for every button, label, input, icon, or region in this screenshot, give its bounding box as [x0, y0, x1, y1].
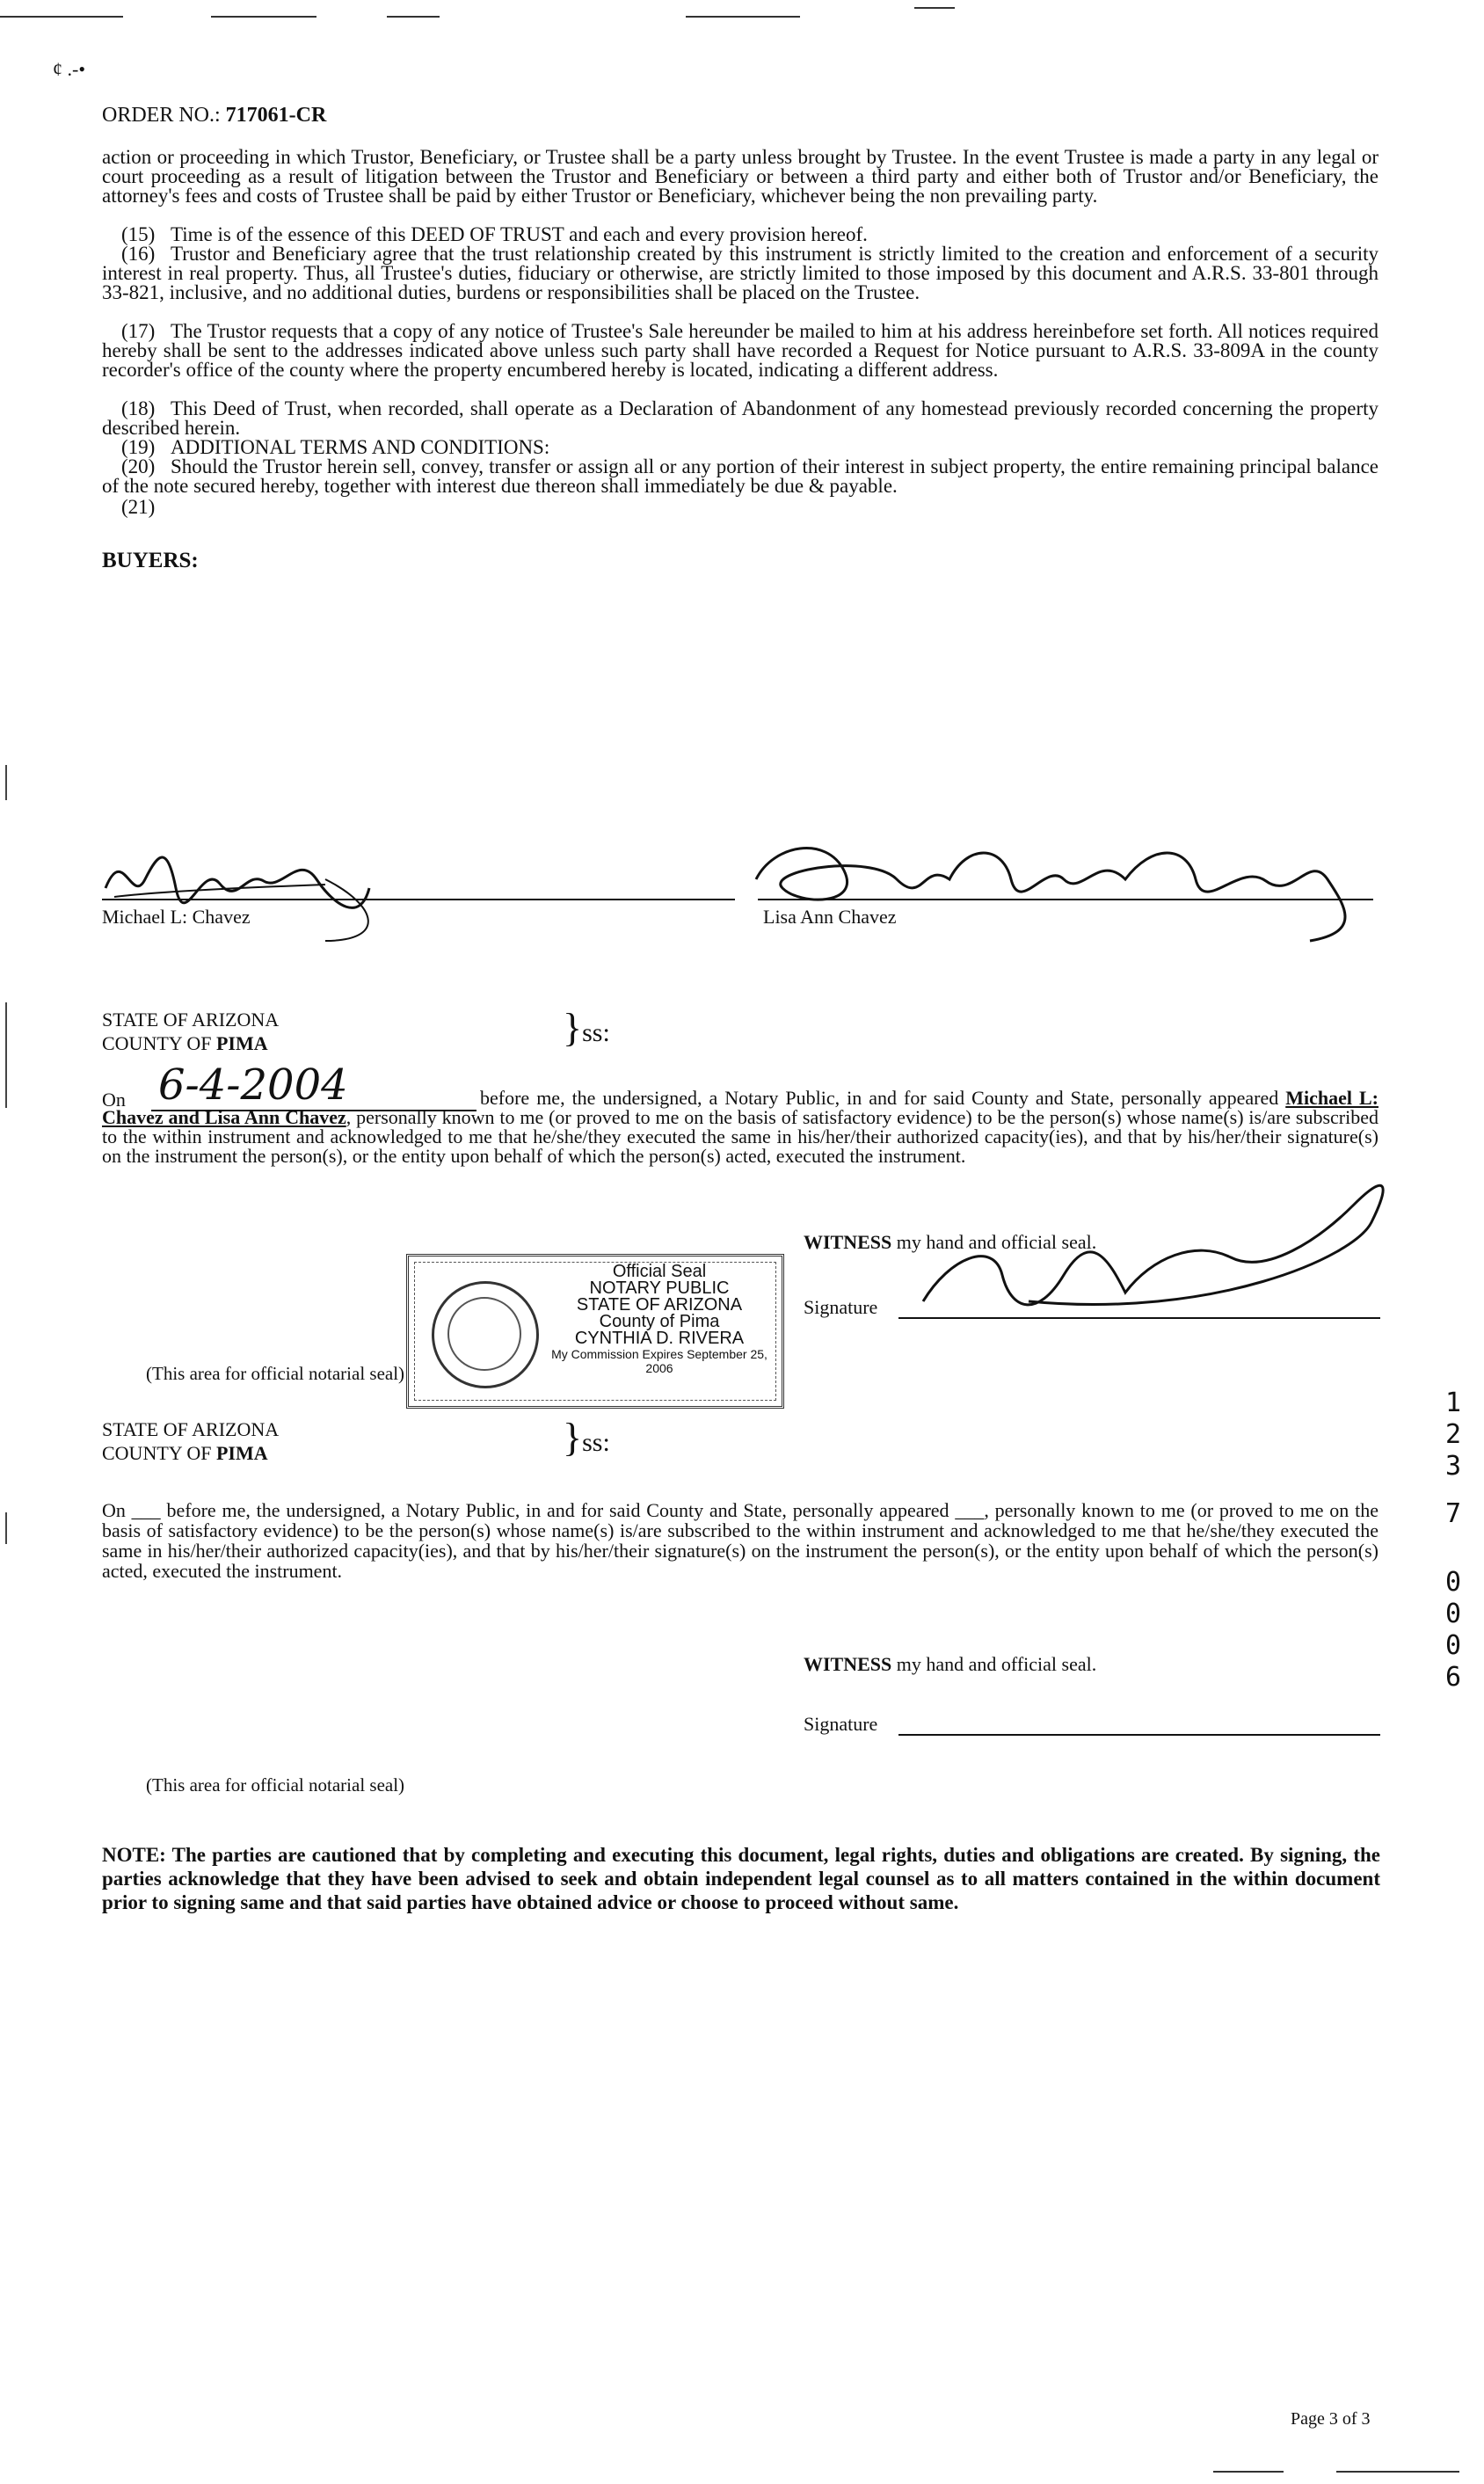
- scan-rule: [211, 16, 316, 18]
- side-code-digit: 6: [1444, 1662, 1462, 1693]
- notary2-brace: }: [563, 1415, 583, 1460]
- order-value: 717061-CR: [225, 104, 327, 127]
- notary2-county-prefix: COUNTY OF: [102, 1442, 212, 1464]
- header-marks: ¢ .-•: [53, 58, 86, 80]
- side-code-digit: 7: [1444, 1498, 1462, 1529]
- clause-20: [102, 457, 1379, 496]
- clause-number: (16): [121, 243, 156, 265]
- clause-18: [102, 399, 1379, 438]
- clause-number: (15): [121, 223, 156, 245]
- seal-line: Official Seal: [612, 1262, 707, 1281]
- witness-label: WITNESS: [804, 1653, 892, 1675]
- seal-line: CYNTHIA D. RIVERA: [574, 1329, 745, 1348]
- clause-19: [102, 438, 1379, 457]
- signature-line-buyer2: [758, 899, 1373, 900]
- witness-text: my hand and official seal.: [896, 1231, 1097, 1253]
- side-code-digit: 1: [1444, 1388, 1462, 1418]
- clause-text: Trustor and Beneficiary agree that the trust relationship created by this instrument is strictly limited to the creation and enforcement of a security interest in real property. Thus, all Trustee's duties, fiduciary or otherwise, are strictly limited to those imposed by this document and A.R.S. 33-801 through 33-821, inclusive, and no additional duties, burdens or responsibilities shall be placed on the Trustee.: [102, 243, 1379, 303]
- notary2-ss: [563, 1417, 610, 1458]
- notary1-state: STATE OF ARIZONA: [102, 1009, 280, 1031]
- buyer2-name: Lisa Ann Chavez: [763, 906, 897, 928]
- notary2-state: STATE OF ARIZONA: [102, 1418, 280, 1440]
- clause-number: (18): [121, 397, 156, 419]
- notary1-text-b: , personally known to me (or proved to me on the basis of satisfactory evidence) to be the person(s) whose name(s) is/are subscribed to the within instrument and acknowledged to me that he/she/they executed the same in his/her/their authorized capacity(ies), and that by his/her/their signature(s) on the instrument the person(s), or the entity upon behalf of which the person(s) acted, executed the instrument.: [102, 1106, 1379, 1167]
- clause-21: [102, 498, 1379, 517]
- witness-label: WITNESS: [804, 1231, 892, 1253]
- clause-number: (17): [121, 320, 156, 342]
- notary1-signature-line: [898, 1317, 1380, 1319]
- signature-lisa: [747, 827, 1389, 958]
- scan-rule: [914, 7, 955, 9]
- order-label: ORDER NO.:: [102, 104, 221, 127]
- margin-mark: [5, 1512, 7, 1544]
- side-code-digit: 3: [1444, 1451, 1462, 1482]
- seal-text: [541, 1264, 778, 1375]
- notary1-ss-text: ss:: [582, 1018, 610, 1047]
- scan-rule: [1336, 2471, 1459, 2473]
- clause-text: ADDITIONAL TERMS AND CONDITIONS:: [171, 436, 550, 458]
- signature-michael: [97, 827, 396, 950]
- intro-paragraph: action or proceeding in which Trustor, Beneficiary, or Trustee shall be a party unless brought by Trustee. In the event Trustee is made a party in any legal or court proceeding as a result of litigation between the Trustor and Beneficiary or between a third party and either both of Trustor and/or Beneficiary, the attorney's fees and costs of Trustee shall be paid by either Trustor or Beneficiary, whichever being the non prevailing party.: [102, 146, 1379, 207]
- signature-line-buyer1: [102, 899, 735, 900]
- clause-text: This Deed of Trust, when recorded, shall operate as a Declaration of Abandonment of any homestead previously recorded concerning the property described herein.: [102, 397, 1379, 439]
- clause-17: [102, 322, 1379, 380]
- notary1-text-a: before me, the undersigned, a Notary Public, in and for said County and State, personally appeared: [480, 1087, 1279, 1109]
- notary2-acknowledgment: On ___ before me, the undersigned, a Notary Public, in and for said County and State, personally appeared ___, personally known to me (or proved to me on the basis of satisfactory evidence) to be the person(s) whose name(s) is/are subscribed to the within instrument and acknowledged to me that he/she/they executed the same in his/her/their authorized capacity(ies), and that by his/her/their signature(s) on the instrument the person(s), or the entity upon behalf of which the person(s) acted, executed the instrument.: [102, 1499, 1379, 1582]
- notary2-signature-line: [898, 1734, 1380, 1736]
- notary1-brace: }: [563, 1005, 583, 1050]
- scan-rule: [387, 16, 440, 18]
- notary1-ss: [563, 1005, 610, 1050]
- clause-text: Should the Trustor herein sell, convey, transfer or assign all or any portion of their interest in subject property, the entire remaining principal balance of the note secured hereby, together with interest due thereon shall immediately be due & payable.: [102, 455, 1379, 497]
- clause-number: (19): [121, 436, 156, 458]
- side-code-digit: 2: [1444, 1419, 1462, 1450]
- notary1-on-label: On: [102, 1089, 126, 1111]
- side-code-digit: 0: [1444, 1567, 1462, 1598]
- margin-mark: [5, 765, 7, 800]
- clause-number: (20): [121, 455, 156, 477]
- notary1-seal-area: (This area for official notarial seal): [146, 1363, 405, 1384]
- notary1-acknowledgment: [102, 1089, 1379, 1166]
- seal-line: NOTARY PUBLIC: [589, 1278, 730, 1298]
- clause-15: [102, 225, 1379, 244]
- buyer1-name: Michael L: Chavez: [102, 906, 251, 928]
- notary1-signature-label: Signature: [804, 1296, 878, 1318]
- legal-note: NOTE: The parties are cautioned that by completing and executing this document, legal rights, duties and obligations are created. By signing, the parties acknowledge that they have been advised to seek and obtain independent legal counsel as to all matters contained in the within document prior to signing same and that said parties have obtained advice or choose to proceed without same.: [102, 1844, 1380, 1913]
- witness-text: my hand and official seal.: [896, 1653, 1097, 1675]
- margin-mark: [5, 1002, 7, 1108]
- notary-seal-stamp: [406, 1254, 784, 1409]
- notary2-witness: [804, 1653, 1096, 1676]
- scan-rule: [0, 16, 123, 18]
- seal-line: My Commission Expires September 25, 2006: [551, 1347, 767, 1375]
- notary1-signature: [897, 1169, 1407, 1345]
- page-number: Page 3 of 3: [1291, 2409, 1371, 2429]
- notary2-signature-label: Signature: [804, 1713, 878, 1735]
- buyers-heading: BUYERS:: [102, 549, 199, 572]
- seal-line: STATE OF ARIZONA: [576, 1295, 743, 1315]
- notary2-county: PIMA: [215, 1442, 268, 1464]
- side-code-digit: 0: [1444, 1599, 1462, 1629]
- notary1-county: PIMA: [215, 1032, 268, 1054]
- clause-text: Time is of the essence of this DEED OF TRUST and each and every provision hereof.: [171, 223, 868, 245]
- notary1-appeared-names: Michael L: Chavez and Lisa Ann Chavez: [102, 1087, 1379, 1128]
- clause-text: The Trustor requests that a copy of any notice of Trustee's Sale hereunder be mailed to him at his address hereinbefore set forth. All notices required hereby shall be sent to the addresses indicated above unless such party shall have recorded a Request for Notice pursuant to A.R.S. 33-809A in the county recorder's office of the county where the property encumbered hereby is located, indicating a different address.: [102, 320, 1379, 381]
- notary2-ss-text: ss:: [582, 1428, 610, 1457]
- notary1-venue: [102, 1008, 279, 1055]
- scan-rule: [1213, 2471, 1284, 2473]
- clause-number: (21): [121, 496, 156, 518]
- clause-16: [102, 244, 1379, 302]
- notary1-witness: [804, 1231, 1096, 1254]
- state-seal-inner-icon: [447, 1297, 521, 1371]
- notary1-county-prefix: COUNTY OF: [102, 1032, 212, 1054]
- notary2-venue: [102, 1417, 279, 1465]
- notary1-date: 6-4-2004: [158, 1060, 348, 1110]
- scan-rule: [686, 16, 800, 18]
- side-code-digit: 0: [1444, 1630, 1462, 1661]
- seal-line: County of Pima: [599, 1312, 720, 1331]
- order-number: [102, 104, 326, 127]
- notary2-seal-area: (This area for official notarial seal): [146, 1774, 405, 1796]
